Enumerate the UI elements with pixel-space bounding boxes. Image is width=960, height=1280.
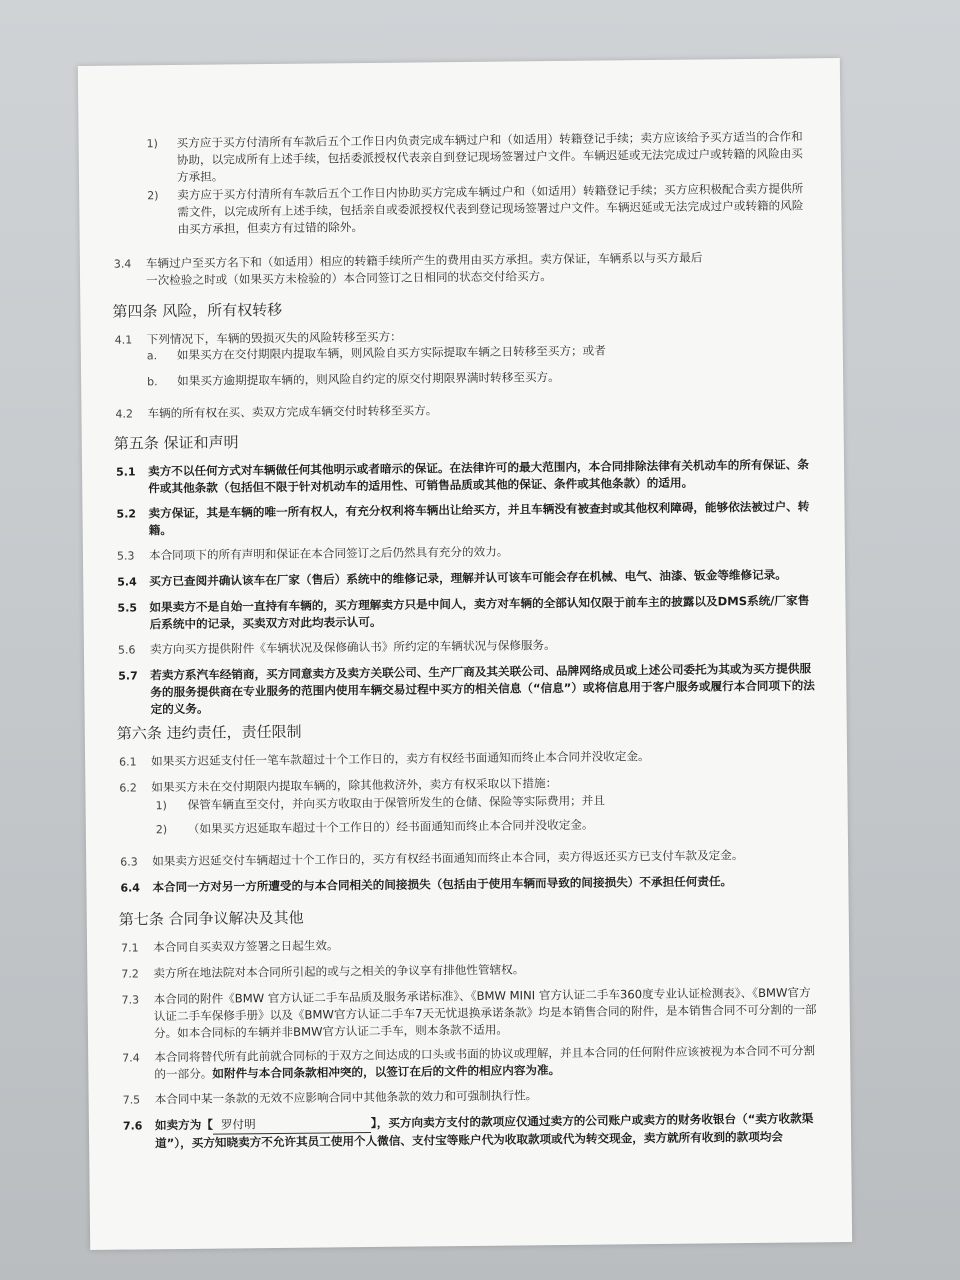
clause-number: 5.4: [117, 575, 137, 589]
clause-7-2: [121, 958, 821, 982]
clause-5-2: [116, 498, 816, 539]
clause-7-6: [123, 1110, 823, 1152]
clause-number: 6.1: [119, 755, 137, 769]
clause-6-3: [120, 846, 820, 870]
clause-5-7: [118, 660, 818, 718]
clause-number: 4.1: [114, 333, 133, 347]
clause-text: 车辆的所有权在买、卖双方完成车辆交付时转移至买方。: [147, 403, 438, 421]
clause-4-2: [115, 399, 795, 423]
clause-number: 7.2: [121, 967, 139, 981]
clause-number: 3.4: [113, 257, 132, 271]
clause-6-4: [120, 872, 820, 896]
clause-7-5: [123, 1084, 823, 1108]
clause-7-1: [121, 932, 821, 956]
clause-number: 5.6: [117, 643, 136, 657]
clause-text: 卖方向买方提供附件《车辆状况及保修确认书》所约定的车辆状况与保修服务。: [149, 638, 556, 657]
clause-number: 5.5: [117, 601, 138, 615]
clause-text-bold: 如附件与本合同条款相冲突的，以签订在后的文件的相应内容为准。: [212, 1063, 561, 1081]
clause-text: 如果买方在交付期限内提取车辆，则风险自买方实际提取车辆之日转移至买方；或者: [176, 343, 606, 363]
clause-text: 如果买方未在交付期限内提取车辆的，除其他救济外，卖方有权采取以下措施：: [151, 776, 558, 795]
clause-number: 1): [146, 137, 159, 151]
clause-5-1: [116, 456, 816, 497]
clause-6-2-2: [156, 815, 796, 839]
clause-number: 5.1: [116, 465, 136, 479]
clause-5-6: [118, 634, 818, 658]
section-4-heading: 第四条 风险，所有权转移: [112, 300, 283, 321]
clause-text: 卖方不以任何方式对车辆做任何其他明示或者暗示的保证。在法律许可的最大范围内，本合同排除法律有关机动车的所有保证、条件或其他条款（包括但不限于针对机动车的适用性、可销售品质或其他的保证、条件或其他条款）的适用。: [147, 457, 809, 496]
clause-text: 如果买方迟延支付任一笔车款超过十个工作日的，卖方有权经书面通知而终止本合同并没收定金。: [151, 749, 650, 769]
clause-text: 本合同中某一条款的无效不应影响合同中其他条款的效力和可强制执行性。: [154, 1088, 538, 1107]
clause-text: 买方应于买方付清所有车款后五个工作日内负责完成车辆过户和（如适用）转籍登记手续；卖方应该给予买方适当的合作和协助，以完成所有上述手续，包括委派授权代表亲自到登记现场签署过户文件。车辆迟延或无法完成过户或转籍的风险由买方承担。: [176, 129, 803, 184]
clause-number: 5.2: [116, 507, 137, 521]
clause-number: 5.3: [116, 549, 135, 563]
clause-5-4: [117, 566, 817, 590]
clause-text: 本合同一方对另一方所遭受的与本合同相关的间接损失（包括由于使用车辆而导致的间接损失）不承担任何责任。: [152, 874, 733, 895]
clause-7-3: [122, 984, 822, 1042]
clause-text: 如果卖方不是自始一直持有车辆的，买方理解卖方只是中间人，卖方对车辆的全部认知仅限于前车主的披露以及DMS系统/厂家售后系统中的记录，买卖双方对此均表示认可。: [149, 593, 810, 632]
clause-text: 如果卖方迟延交付车辆超过十个工作日的，买方有权经书面通知而终止本合同，卖方得返还买方已支付车款及定金。: [152, 848, 744, 869]
clause-text-prefix: 如卖方为【: [154, 1117, 213, 1133]
clause-text: 】，买方向卖方支付的款项应仅通过卖方的公司账户或卖方的财务收银台（“卖方收款渠道”），买方知晓卖方不允许其员工使用个人微信、支付宝等账户代为收取款项或代为转交现金，卖方就所有收到的款项均会: [155, 1111, 814, 1151]
clause-text: 保管车辆直至交付，并向买方收取由于保管所发生的仓储、保险等实际费用；并且: [187, 793, 606, 812]
clause-text: 若卖方系汽车经销商，买方同意卖方及卖方关联公司、生产厂商及其关联公司、品牌网络成员或上述公司委托为其或为买方提供服务的服务提供商在专业服务的范围内使用车辆交易过程中买方的相关信息（“信息”）或将信息用于客户服务或履行本合同项下的法定的义务。: [150, 661, 815, 717]
clause-number: 7.3: [121, 993, 140, 1007]
seller-name-field: 罗付明: [213, 1115, 371, 1135]
clause-number: 7.6: [122, 1119, 143, 1133]
clause-text: 本合同的附件《BMW 官方认证二手车品质及服务承诺标准》、《BMW MINI 官方认证二手车360度专业认证检测表》、《BMW官方认证二手车保修手册》以及《BMW官方认证二手车7天无忧退换承诺条款》均是本销售合同的附件，是本销售合同不可分割的一部分。如本合同标的车辆并非BMW官方认证二手车，则本条款不适用。: [153, 985, 817, 1041]
clause-text: 卖方所在地法院对本合同所引起的或与之相关的争议享有排他性管辖权。: [153, 962, 525, 981]
clause-4-1-b: [147, 367, 787, 391]
clause-number: 5.7: [118, 669, 138, 683]
section-5-heading: 第五条 保证和声明: [113, 433, 239, 453]
clause-3-4: [114, 249, 714, 289]
clause-text: 车辆过户至买方名下和（如适用）相应的转籍手续所产生的费用由买方承担。卖方保证，车辆系以与买方最后一次检验之时或（如果买方未检验的）本合同签订之日相同的状态交付给买方。: [145, 250, 703, 288]
clause-text: 本合同将替代所有此前就合同标的于双方之间达成的口头或书面的协议或理解，并且本合同的任何附件应该被视为本合同不可分割的一部分。: [154, 1043, 816, 1082]
clause-number: 6.3: [120, 855, 138, 869]
clause-number: 6.4: [120, 881, 140, 895]
clause-7-4: [122, 1042, 822, 1083]
clause-number: 1): [155, 799, 167, 813]
clause-3-sub-2: [147, 180, 811, 238]
clause-3-sub-1: [147, 128, 811, 186]
section-6-heading: 第六条 违约责任，责任限制: [116, 722, 302, 743]
clause-5-5: [117, 592, 817, 633]
clause-text: 本合同项下的所有声明和保证在本合同签订之后仍然具有充分的效力。: [148, 544, 509, 563]
clause-number: 7.4: [122, 1051, 140, 1065]
clause-text: 卖方应于买方付清所有车款后五个工作日内协助买方完成车辆过户和（如适用）转籍登记手续；买方应积极配合卖方提供所需文件，以完成所有上述手续，包括亲自或委派授权代表到登记现场签署过户文件。车辆迟延或无法完成过户或转籍的风险由买方承担，但卖方有过错的除外。: [177, 181, 804, 236]
section-7-heading: 第七条 合同争议解决及其他: [118, 908, 304, 929]
clause-number: 6.2: [119, 781, 137, 795]
clause-number: 7.1: [120, 941, 139, 955]
clause-6-1: [119, 746, 819, 770]
clause-text: 下列情况下，车辆的毁损灭失的风险转移至买方：: [146, 329, 402, 347]
contract-page: [78, 58, 852, 1250]
clause-text: （如果买方迟延取车超过十个工作日的）经书面通知而终止本合同并没收定金。: [187, 817, 594, 836]
clause-text: 如果买方逾期提取车辆的，则风险自约定的原交付期限界满时转移至买方。: [177, 369, 560, 388]
clause-text: 卖方保证，其是车辆的唯一所有权人，有充分权利将车辆出让给买方，并且车辆没有被查封或其他权利障碍，能够依法被过户、转籍。: [148, 499, 810, 538]
clause-number: 2): [155, 823, 168, 837]
clause-number: a.: [146, 349, 158, 363]
clause-text: 本合同自买卖双方签署之日起生效。: [152, 938, 339, 955]
clause-5-3: [117, 540, 817, 564]
clause-number: b.: [147, 375, 158, 389]
clause-text: 买方已查阅并确认该车在厂家（售后）系统中的维修记录，理解并认可该车可能会存在机械、电气、油漆、钣金等维修记录。: [149, 567, 787, 589]
clause-number: 2): [147, 189, 159, 203]
clause-number: 4.2: [115, 407, 134, 421]
clause-number: 7.5: [122, 1093, 141, 1107]
